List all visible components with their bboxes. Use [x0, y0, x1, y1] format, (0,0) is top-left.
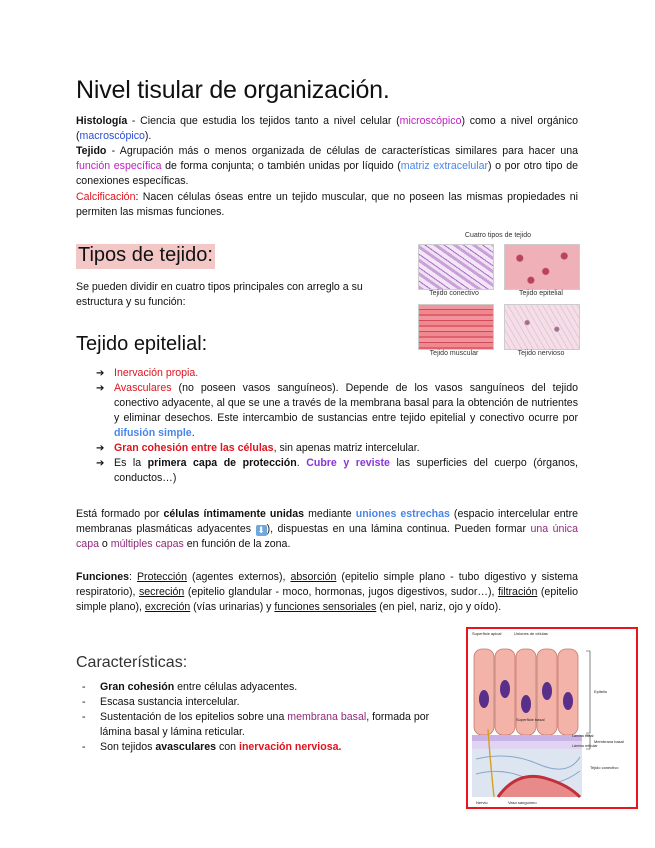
list-item: ➔ Es la primera capa de protección. Cubre y reviste las superficies del cuerpo (órganos, conductos…) — [96, 457, 578, 484]
list-item: ➔ Inervación propia. — [96, 367, 199, 379]
term-matriz-extracelular: matriz extracelular — [400, 160, 489, 172]
down-arrow-icon: ⬇ — [257, 525, 265, 535]
term-histologia: Histología — [76, 115, 128, 127]
arrow-icon: ➔ — [96, 458, 105, 469]
label-lamina-reticular: Lámina reticular — [572, 744, 598, 748]
epithelium-diagram-svg — [468, 629, 636, 807]
nervous-tissue-tile — [504, 304, 580, 350]
caption-epitelial: Tejido epitelial — [519, 290, 563, 297]
heading-tipos-de-tejido: Tipos de tejido: — [76, 244, 215, 269]
term-macroscopico: macroscópico — [79, 130, 145, 142]
term-calcificacion: Calcificación — [76, 191, 136, 203]
caracteristicas-list — [80, 680, 456, 755]
label-sup-basal: Superficie basal — [516, 717, 545, 722]
list-item: ➔ Avasculares (no poseen vasos sanguíneos). Depende de los vasos sanguíneos del tejido conectivo adyacente, al que se une a través de la membrana basal para la obtención de nutrientes y eliminar desechos. Este intercambio de sustancias entre tejido epitelial y conectivo ocurre por difusión simple. — [96, 382, 578, 439]
list-item: - Sustentación de los epitelios sobre una membrana basal, formada por lámina basal y lámina reticular. — [82, 711, 430, 738]
heading-tejido-epitelial: Tejido epitelial: — [76, 333, 208, 355]
label-superficie: Superficie apical — [472, 631, 502, 636]
epithelial-tissue-tile — [504, 244, 580, 290]
term-microscopico: microscópico — [399, 115, 462, 127]
caption-nervioso: Tejido nervioso — [517, 350, 565, 357]
connective-tissue-tile — [418, 244, 494, 290]
arrow-icon: ➔ — [96, 443, 105, 454]
label-tejido-conectivo: Tejido conectivo — [590, 765, 619, 770]
paragraph-tejido: Tejido - Agrupación más o menos organizada de células de características similares para hacer una función específica de forma conjunta; o también unidas por líquido (matriz extracelular) o por otro tipo de conexiones específicas. — [76, 145, 578, 187]
tissue-types-image — [414, 232, 582, 362]
label-nervio: Nervio — [476, 800, 488, 805]
label-membrana: Membrana basal — [594, 739, 624, 744]
label-epitelio: Epitelio — [594, 689, 608, 694]
label-vaso: Vaso sanguíneo — [508, 800, 537, 805]
paragraph-calcificacion: Calcificación: Nacen células óseas entre un tejido muscular, que no poseen las mismas propiedades ni permiten las mismas funciones. — [76, 191, 578, 218]
tissue-image-title: Cuatro tipos de tejido — [464, 232, 532, 239]
epithelium-diagram — [466, 627, 638, 809]
list-item: ➔ Gran cohesión entre las células, sin apenas matriz intercelular. — [96, 442, 420, 454]
label-lamina-basal: Lámina basal — [572, 734, 594, 738]
paragraph-tipos: Se pueden dividir en cuatro tipos principales con arreglo a su estructura y su función: — [76, 281, 363, 308]
epithelial-cells — [474, 649, 578, 735]
list-item: - Escasa sustancia intercelular. — [82, 696, 240, 708]
caption-conectivo: Tejido conectivo — [429, 290, 479, 297]
arrow-icon: ➔ — [96, 383, 105, 394]
term-tejido: Tejido — [76, 145, 107, 157]
paragraph-histologia: Histología - Ciencia que estudia los tejidos tanto a nivel celular (microscópico) como a nivel orgánico (macroscópico). — [76, 115, 578, 142]
caption-muscular: Tejido muscular — [429, 350, 479, 357]
muscle-tissue-tile — [418, 304, 494, 350]
heading-caracteristicas: Características: — [76, 654, 188, 671]
list-item: - Gran cohesión entre células adyacentes. — [82, 681, 298, 693]
page-title: Nivel tisular de organización. — [76, 76, 390, 104]
arrow-icon: ➔ — [96, 368, 105, 379]
label-uniones: Uniones de células — [514, 631, 548, 636]
list-item: - Son tejidos avasculares con inervación nerviosa. — [82, 741, 342, 753]
term-funcion-especifica: función específica — [76, 160, 162, 172]
paragraph-funciones: Funciones: Protección (agentes externos), absorción (epitelio simple plano - tubo digestivo y sistema respiratorio), secreción (epitelio glandular - moco, hormonas, jugos digestivos, sudor…), filtración (epitelio simple plano), excreción (vías urinarias) y funciones sensoriales (en piel, nariz, ojo y oído). — [76, 571, 578, 613]
epitelial-bullet-list — [96, 366, 578, 486]
paragraph-formado: Está formado por células íntimamente unidas mediante uniones estrechas (espacio intercelular entre membranas plasmáticas adyacentes ⬇ ), dispuestas en una lámina continua. Pueden formar una única capa o múltiples capas en función de la zona. — [76, 508, 579, 550]
